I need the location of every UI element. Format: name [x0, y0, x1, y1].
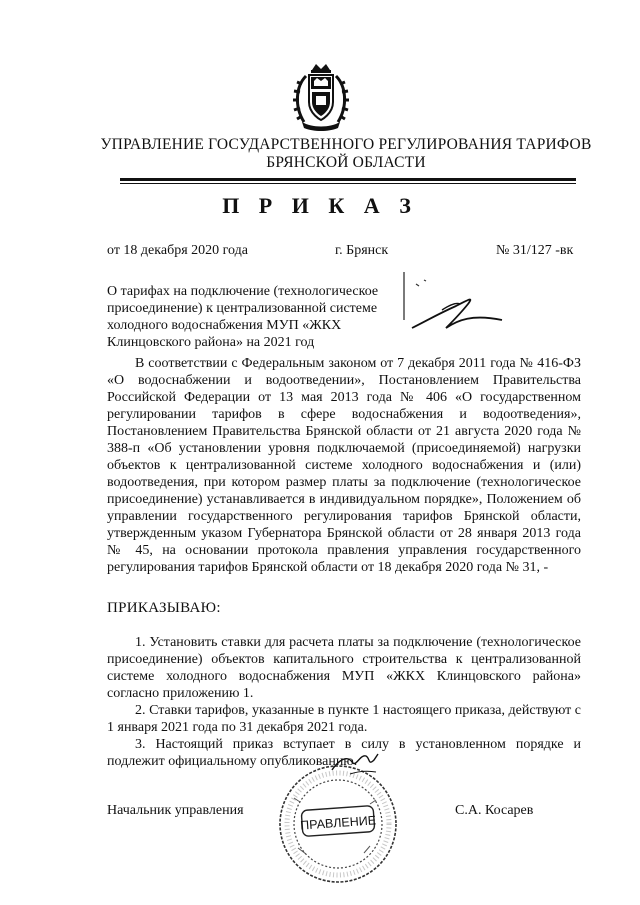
organization-line-2: БРЯНСКОЙ ОБЛАСТИ [266, 154, 426, 171]
decree-item-3: 3. Настоящий приказ вступает в силу в установленном порядке и подлежит официальному опубликованию. [107, 737, 581, 769]
preamble-paragraph: В соответствии с Федеральным законом от 7 декабря 2011 года № 416-ФЗ «О водоснабжении и водоотведении», Постановлением Правительства Российской Федерации от 13 мая 2013 года № 406 «О государственном регулировании тарифов в сфере водоснабжения и водоотведения», Постановлением Правительства Брянской области от 21 августа 2020 года № 388-п «Об установлении уровня подключаемой (присоединяемой) нагрузки объектов к централизованной системе холодного водоснабжения и (или) водоотведения, при котором размер платы за подключение (технологическое присоединение) устанавливается в индивидуальном порядке», Положением об управлении государственного регулирования тарифов Брянской области, утвержденным указом Губернатора Брянской области от 28 января 2013 года № 45, на основании протокола правления управления государственного регулирования тарифов Брянской области от 18 декабря 2020 года № 31, - [107, 356, 581, 575]
handwritten-signature-icon [330, 748, 380, 778]
document-number: № 31/127 -вк [496, 243, 574, 258]
decree-item-2: 2. Ставки тарифов, указанные в пункте 1 настоящего приказа, действуют с 1 января 2021 года по 31 декабря 2021 года. [107, 703, 581, 735]
stamp-label: ПРАВЛЕНИЕ [299, 813, 377, 833]
decree-item-1: 1. Установить ставки для расчета платы за подключение (технологическое присоединение) объектов капитального строительства к централизованной системе холодного водоснабжения МУП «ЖКХ Клинцовского района» согласно приложению 1. [107, 635, 581, 701]
coat-of-arms-icon [290, 62, 352, 132]
header-rule-thick [120, 178, 576, 181]
document-title: П Р И К А З [222, 193, 418, 218]
approval-signature-icon [398, 270, 508, 340]
signatory-name: С.А. Косарев [455, 803, 534, 818]
decree-word: ПРИКАЗЫВАЮ: [107, 600, 221, 616]
document-subject: О тарифах на подключение (технологическое присоединение) к централизованной системе холодного водоснабжения МУП «ЖКХ Клинцовского района» на 2021 год [107, 284, 379, 350]
signatory-position: Начальник управления [107, 803, 244, 818]
header-rule-thin [120, 183, 576, 184]
document-date: от 18 декабря 2020 года [107, 243, 248, 258]
organization-line-1: УПРАВЛЕНИЕ ГОСУДАРСТВЕННОГО РЕГУЛИРОВАНИЯ ТАРИФОВ [100, 136, 592, 153]
document-body [107, 355, 581, 576]
document-city: г. Брянск [335, 243, 389, 258]
organization-name [80, 136, 612, 172]
